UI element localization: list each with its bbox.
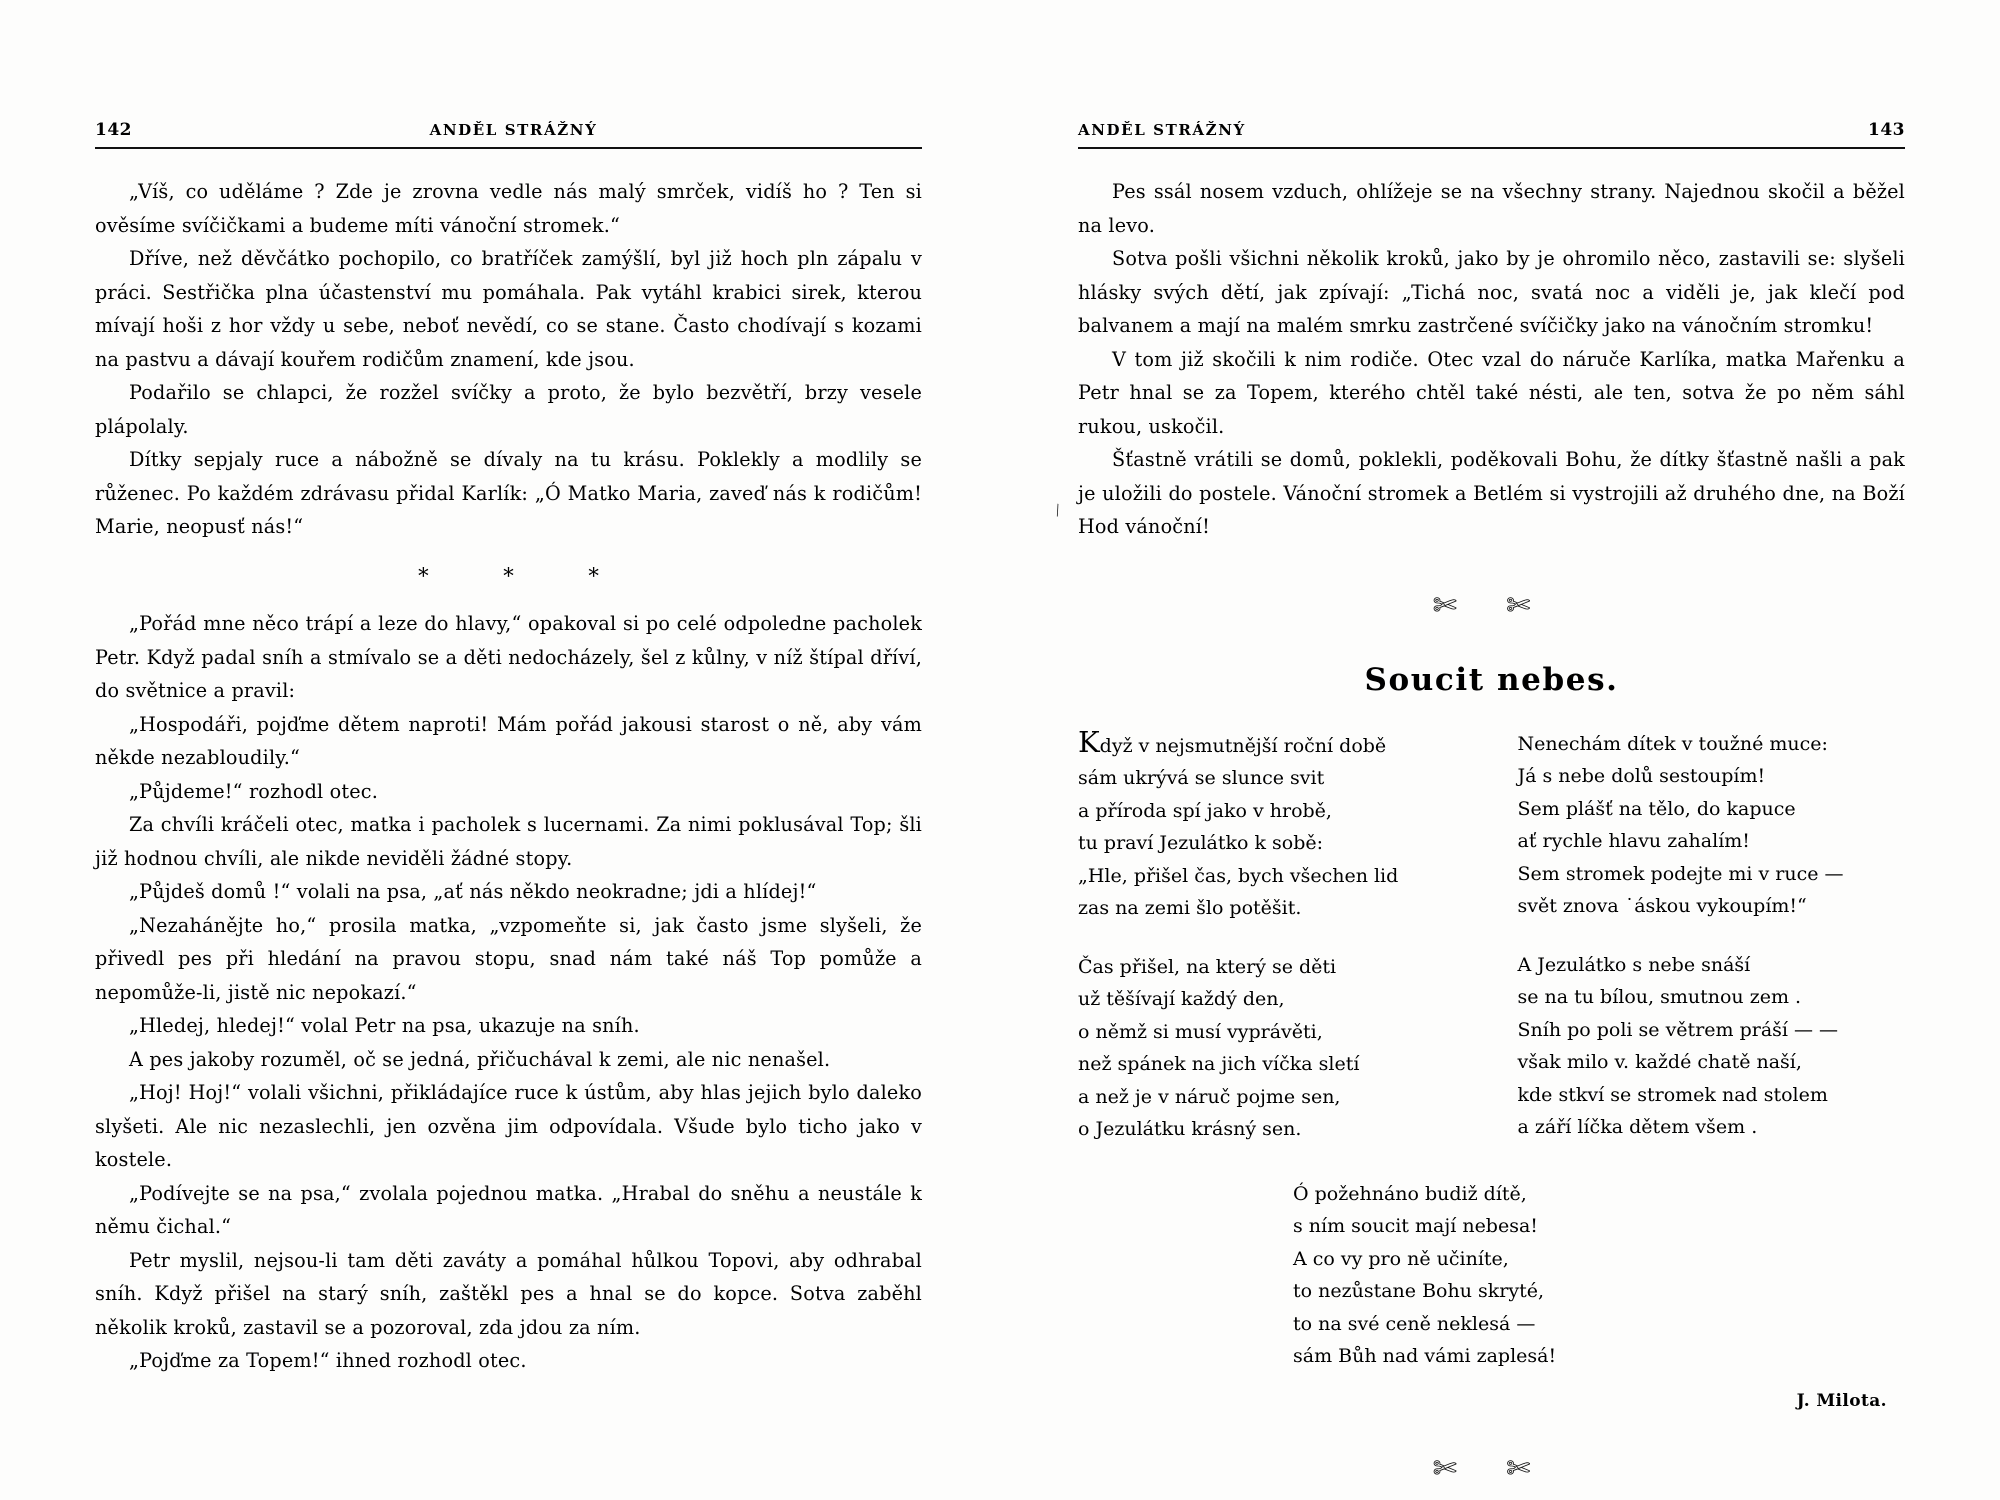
- poem-title: Soucit nebes.: [1364, 661, 1619, 698]
- ornament-divider-top: ✄ ✄: [1432, 587, 1551, 622]
- ornament-divider-bottom: ✄ ✄: [1432, 1450, 1551, 1485]
- poem-line: se na tu bílou, smutnou zem .: [1517, 986, 1802, 1008]
- paragraph: „Hledej, hledej!“ volal Petr na psa, ukazuje na sníh.: [129, 1014, 640, 1037]
- poem-line: o němž si musí vyprávěti,: [1078, 1020, 1323, 1043]
- poem-line-text: dyž v nejsmutnější roční době: [1099, 734, 1387, 757]
- poem-line: [1078, 724, 1466, 763]
- poem-line: a než je v náruč pojme sen,: [1078, 1085, 1341, 1108]
- poem-line: sám ukrývá se slunce svit: [1078, 767, 1325, 789]
- paragraph: „Pořád mne něco trápí a leze do hlavy,“ opakoval si po celé odpoledne pacholek Petr. Když padal sníh a stmívalo se a děti nedocházely, šel z kůlny, v níž štípal dříví, do světnice a pravil:: [95, 612, 922, 702]
- paragraph: „Nezahánějte ho,“ prosila matka, „vzpomeňte si, jak často jsme slyšeli, že přivedl pes při hledání na pravou stopu, snad nám také náš Top pomůže a nepomůže-li, jistě nic nepokazí.“: [95, 913, 922, 1004]
- poem-line: „Hle, přišel čas, bych všechen lid: [1078, 864, 1399, 887]
- poem-final-stanza: [1078, 1178, 1905, 1373]
- poem-column-left: [1078, 724, 1466, 1172]
- poem-stanza: [1518, 728, 1906, 923]
- paragraph: Dříve, než děvčátko pochopilo, co bratříček zamýšlí, byl již hoch pln zápalu v práci. Sestřička plna účastenství mu pomáhala. Pak vytáhl krabici sirek, kterou mívají hoši z hor vždy u sebe, neboť nevědí, co se stane. Často chodívají s kozami na pastvu a dávají kouřem rodičům znamení, kde jsou.: [95, 247, 922, 371]
- poem-line: Sem stromek podejte mi v ruce —: [1517, 862, 1844, 885]
- poem-line: Nenechám dítek v toužné muce:: [1517, 732, 1828, 755]
- poem-line: však milo v. každé chatě naší,: [1517, 1051, 1802, 1073]
- poem-stanza: [1518, 949, 1906, 1144]
- right-page: [1000, 0, 2000, 1500]
- drop-cap: K: [1078, 724, 1100, 759]
- paragraph: A pes jakoby rozuměl, oč se jedná, přičuchával k zemi, ale nic nenašel.: [129, 1047, 831, 1071]
- poem-line: Sem plášť na tělo, do kapuce: [1517, 797, 1796, 820]
- poem-line: sám Bůh nad vámi zaplesá!: [1293, 1345, 1557, 1367]
- poem-line: kde stkví se stromek nad stolem: [1517, 1083, 1828, 1106]
- paragraph: „Hoj! Hoj!“ volali všichni, přikládajíce ruce k ústům, aby hlas jejich bylo daleko slyšeti. Ale nic nezaslechli, jen ozvěna jim odpovídala. Všude bylo ticho jako v kostele.: [95, 1081, 922, 1171]
- poem-line: než spánek na jich víčka sletí: [1078, 1053, 1360, 1075]
- poem-columns: [1078, 724, 1905, 1172]
- paragraph: „Půjdeš domů !“ volali na psa, „ať nás někdo neokradne; jdi a hlídej!“: [129, 880, 817, 903]
- poem-line: Sníh po poli se větrem práší — —: [1517, 1018, 1839, 1041]
- left-running-title: ANDĚL STRÁŽNÝ: [429, 121, 598, 139]
- paragraph: Dítky sepjaly ruce a nábožně se dívaly na tu krásu. Poklekly a modlily se růženec. Po každém zdrávasu přidal Karlík: „Ó Matko Maria, zaveď nás k rodičům! Marie, neopusť nás!“: [95, 448, 922, 538]
- poem-line: to nezůstane Bohu skryté,: [1293, 1280, 1544, 1302]
- paragraph: Petr myslil, nejsou-li tam děti zaváty a pomáhal hůlkou Topovi, aby odhrabal sníh. Když přišel na starý sníh, zaštěkl pes a hnal se do kopce. Sotva zaběhl několik kroků, zastavil se a pozoroval, zda jdou za ním.: [95, 1248, 922, 1339]
- paragraph: Šťastně vrátili se domů, poklekli, poděkovali Bohu, že dítky šťastně našli a pak je uložili do postele. Vánoční stromek a Betlém si vystrojili až druhého dne, na Boží Hod vánoční!: [1078, 448, 1905, 538]
- poem-line: A co vy pro ně učiníte,: [1293, 1247, 1509, 1270]
- poem-line: a září líčka dětem všem .: [1517, 1116, 1758, 1138]
- right-body-text: [1078, 175, 1905, 544]
- paragraph: Podařilo se chlapci, že rozžel svíčky a proto, že bylo bezvětří, brzy vesele plápolaly.: [95, 381, 922, 438]
- author-signature: J. Milota.: [1796, 1390, 1887, 1411]
- paragraph: Pes ssál nosem vzduch, ohlížeje se na všechny strany. Najednou skočil a běžel na levo.: [1078, 180, 1905, 237]
- right-running-head: [1078, 120, 1905, 142]
- poem-line: svět znova ˙áskou vykoupím!“: [1517, 895, 1807, 917]
- right-folio-number: 143: [1868, 120, 1905, 140]
- poem-line: Já s nebe dolů sestoupím!: [1517, 765, 1766, 787]
- paragraph: Sotva pošli všichni několik kroků, jako by je ohromilo něco, zastavili se: slyšeli hlásky svých dětí, jak zpívají: „Tichá noc, svatá noc a viděli je, jak klečí pod balvanem a mají na malém smrku zastrčené svíčičky jako na vánočním stromku!: [1078, 247, 1905, 337]
- poem-line: už těšívají každý den,: [1078, 988, 1285, 1010]
- poem-stanza: [1078, 724, 1466, 925]
- poem-column-right: [1518, 728, 1906, 1172]
- poem-line: to na své ceně neklesá —: [1293, 1312, 1536, 1335]
- paragraph: V tom již skočili k nim rodiče. Otec vzal do náruče Karlíka, matka Mařenku a Petr hnal se za Topem, kterého chtěl také nésti, ale ten, sotva že po něm sáhl rukou, uskočil.: [1078, 347, 1905, 438]
- poem-line: ať rychle hlavu zahalím!: [1517, 830, 1750, 852]
- left-head-rule: [95, 147, 922, 149]
- section-break-asterisks: * * *: [418, 563, 633, 588]
- poem-line: A Jezulátko s nebe snáší: [1517, 953, 1751, 976]
- paragraph: „Víš, co uděláme ? Zde je zrovna vedle nás malý smrček, vidíš ho ? Ten si ověsíme svíčičkami a budeme míti vánoční stromek.“: [95, 180, 922, 237]
- poem-line: Čas přišel, na který se děti: [1078, 955, 1337, 978]
- paragraph: „Pojďme za Topem!“ ihned rozhodl otec.: [129, 1349, 527, 1372]
- right-running-title: ANDĚL STRÁŽNÝ: [1078, 121, 1246, 139]
- poem-line: tu praví Jezulátko k sobě:: [1078, 832, 1324, 854]
- poem-stanza: [1078, 951, 1466, 1146]
- right-head-rule: [1078, 147, 1905, 149]
- poem-line: Ó požehnáno budiž dítě,: [1293, 1182, 1527, 1205]
- poem-line: o Jezulátku krásný sen.: [1078, 1118, 1302, 1140]
- poem-line: a příroda spí jako v hrobě,: [1078, 799, 1332, 822]
- poem-line: s ním soucit mají nebesa!: [1293, 1215, 1538, 1237]
- paragraph: Za chvíli kráčeli otec, matka i pacholek s lucernami. Za nimi poklusával Top; šli již hodnou chvíli, ale nikde neviděli žádné stopy.: [95, 813, 922, 870]
- left-folio-number: 142: [95, 120, 132, 140]
- paragraph: „Hospodáři, pojďme dětem naproti! Mám pořád jakousi starost o ně, aby vám někde nezabloudily.“: [95, 712, 922, 769]
- left-running-head: [95, 120, 922, 142]
- pen-tick-mark: \: [1051, 499, 1064, 521]
- paragraph: „Podívejte se na psa,“ zvolala pojednou matka. „Hrabal do sněhu a neustále k němu čichal.“: [95, 1181, 922, 1238]
- poem-line: zas na zemi šlo potěšit.: [1078, 897, 1302, 919]
- left-body-text: [95, 175, 922, 1378]
- paragraph: „Půjdeme!“ rozhodl otec.: [129, 779, 379, 803]
